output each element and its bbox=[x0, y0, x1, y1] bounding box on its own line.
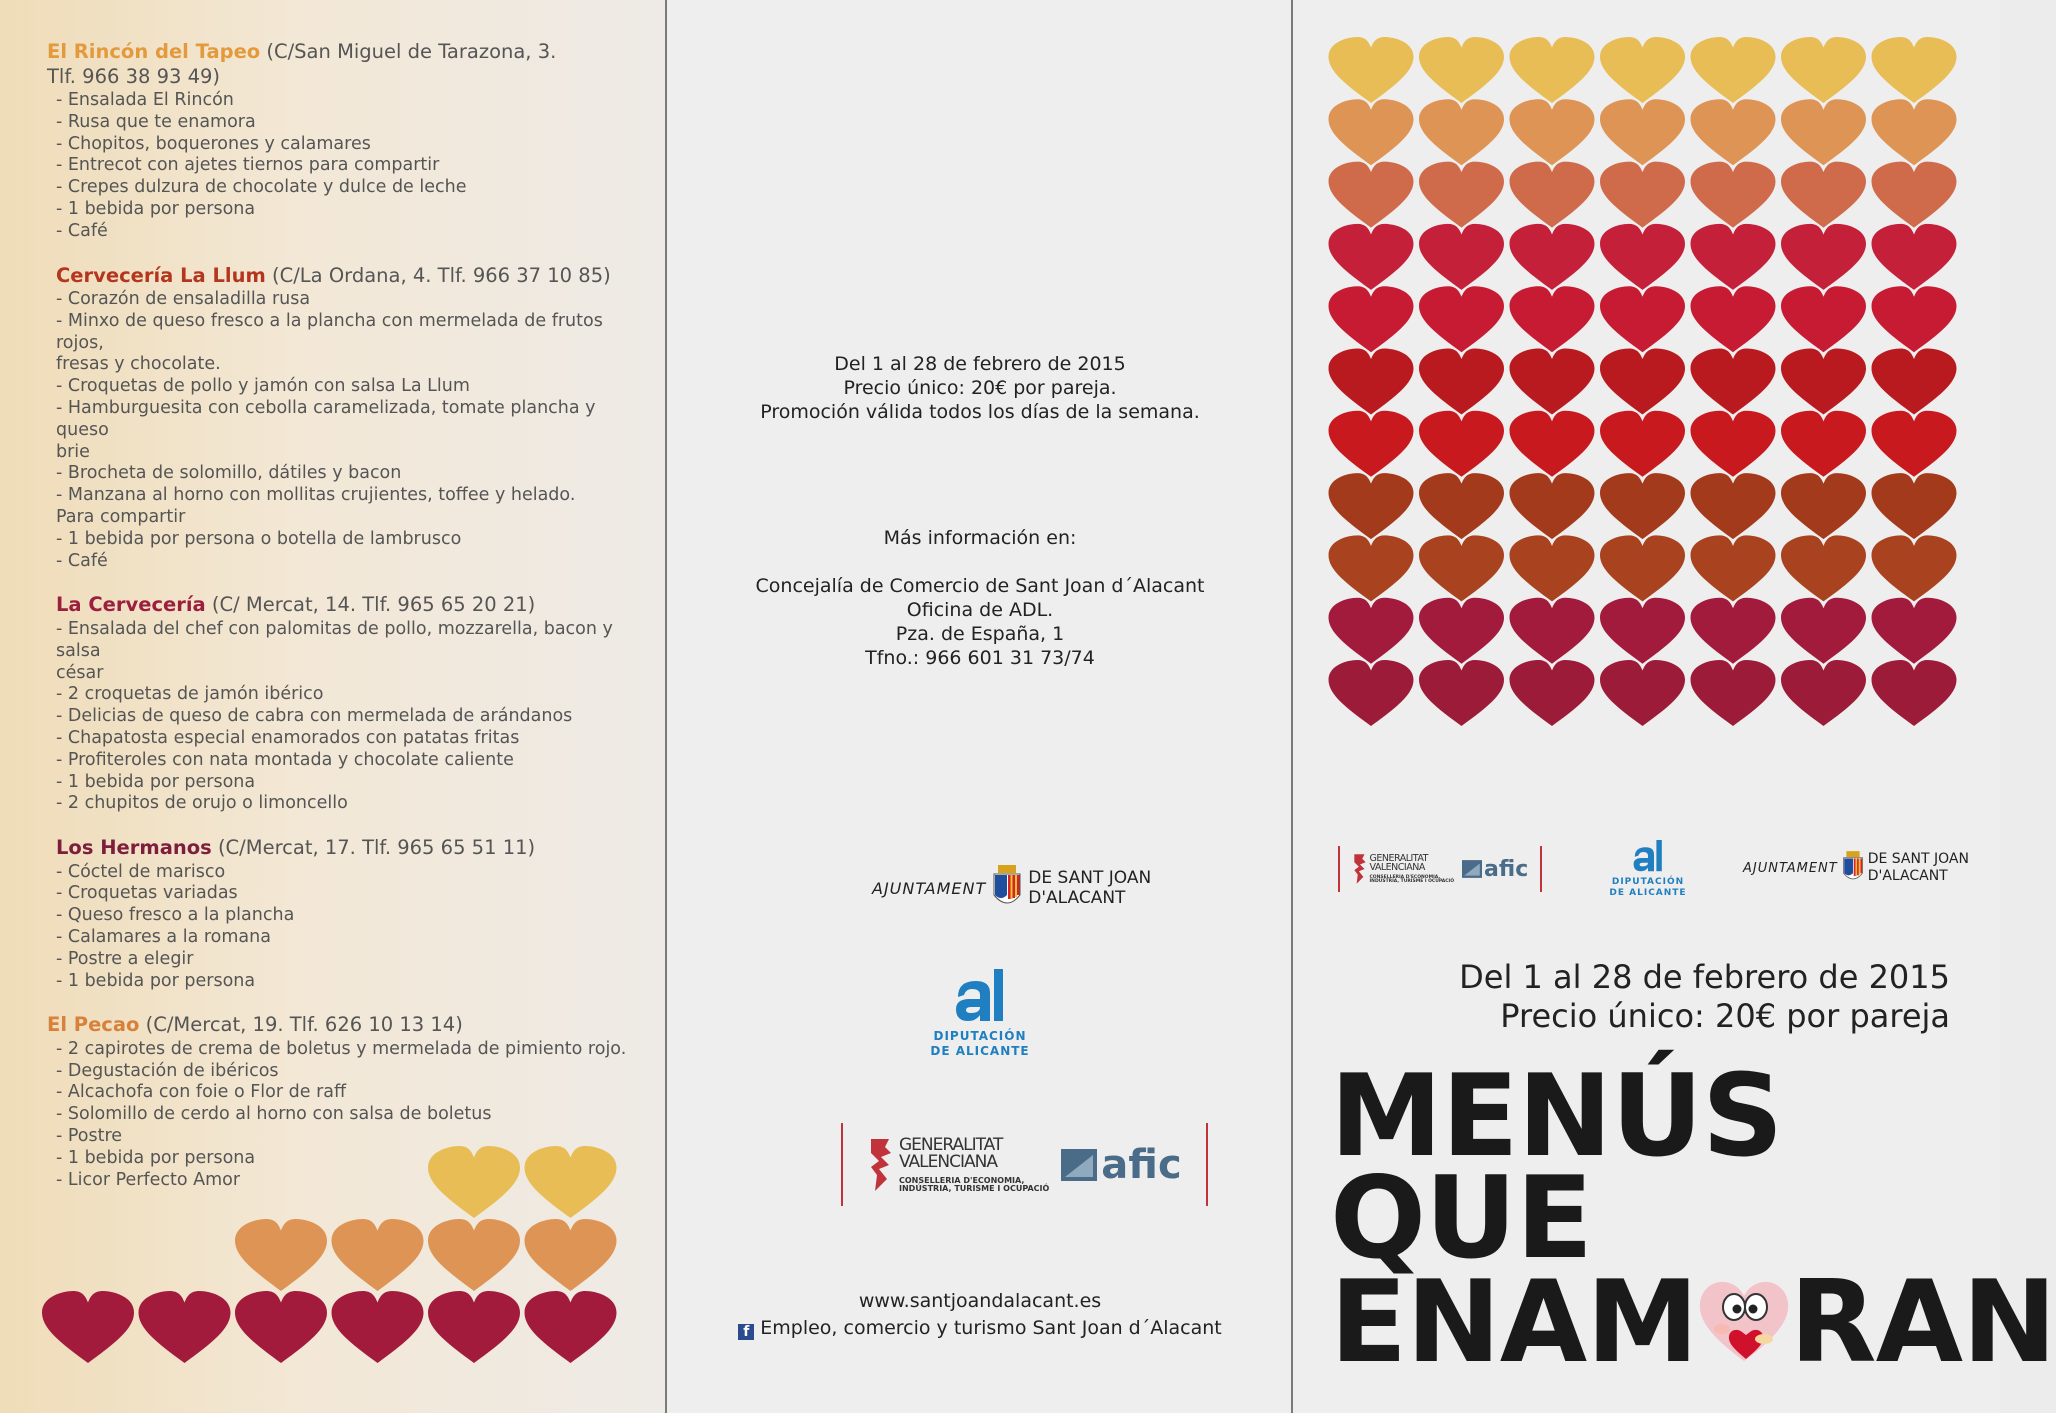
menu-item: - 2 croquetas de jamón ibérico bbox=[56, 684, 324, 705]
heart-shape bbox=[332, 1219, 424, 1291]
heart-shape bbox=[1691, 349, 1776, 415]
cover-date: Del 1 al 28 de febrero de 2015 bbox=[1459, 958, 1950, 996]
heart-grid-decoration bbox=[1293, 0, 2000, 800]
menu-item: - Chapatosta especial enamorados con patatas fritas bbox=[56, 727, 520, 748]
menu-item: - Profiteroles con nata montada y chocolate caliente bbox=[56, 749, 514, 770]
title-line-1: MENÚS bbox=[1330, 1050, 1783, 1182]
menu-item: - Ensalada del chef con palomitas de pollo, mozzarella, bacon y salsa bbox=[56, 618, 613, 661]
menu-item: - Hamburguesita con cebolla caramelizada, tomate plancha y queso bbox=[56, 398, 596, 440]
heart-shape bbox=[1419, 535, 1504, 601]
menu-item: - Croquetas variadas bbox=[56, 883, 238, 904]
heart-shape bbox=[1419, 473, 1504, 539]
menu-item: - Chopitos, boquerones y calamares bbox=[56, 133, 371, 154]
heart-shape bbox=[1329, 224, 1414, 290]
generalitat-afic-logo-small: GENERALITAT VALENCIANA CONSELLERIA D'ECONOMIA, INDÚSTRIA, TURISME I OCUPACIÓ afic bbox=[1338, 846, 1542, 892]
heart-shape bbox=[1600, 37, 1685, 103]
heart-shape bbox=[1600, 162, 1685, 228]
heart-shape bbox=[1510, 37, 1595, 103]
menu-item: - 1 bebida por persona bbox=[56, 1147, 256, 1168]
heart-shape bbox=[1600, 411, 1685, 477]
heart-shape bbox=[525, 1219, 617, 1291]
heart-shape bbox=[139, 1291, 231, 1363]
menu-item: - 1 bebida por persona bbox=[56, 771, 256, 792]
heart-shape bbox=[1781, 535, 1866, 601]
menu-item: - Calamares a la romana bbox=[56, 927, 271, 947]
heart-shape bbox=[235, 1291, 327, 1363]
menu-item: - Postre bbox=[56, 1126, 123, 1147]
heart-shape bbox=[1419, 411, 1504, 477]
heart-shape bbox=[1600, 535, 1685, 601]
heart-shape bbox=[428, 1146, 520, 1218]
heart-shape bbox=[428, 1219, 520, 1291]
restaurant-menu-list bbox=[47, 40, 637, 1212]
promo-info bbox=[667, 352, 1293, 424]
heart-shape bbox=[1510, 286, 1595, 352]
afic-icon bbox=[1061, 1149, 1097, 1181]
heart-shape bbox=[1510, 162, 1595, 228]
promo-validity: Promoción válida todos los días de la semana. bbox=[760, 401, 1200, 423]
facebook-link[interactable]: f Empleo, comercio y turismo Sant Joan d´Alacant bbox=[667, 1315, 1293, 1342]
heart-shape bbox=[1691, 473, 1776, 539]
heart-shape bbox=[1419, 99, 1504, 165]
heart-shape bbox=[1781, 162, 1866, 228]
heart-shape bbox=[1419, 349, 1504, 415]
restaurant-name: Cervecería La Llum bbox=[56, 263, 266, 287]
menu-item: - 1 bebida por persona bbox=[56, 970, 256, 991]
heart-shape bbox=[1872, 286, 1957, 352]
menu-item: - 2 chupitos de orujo o limoncello bbox=[56, 793, 348, 814]
heart-shape bbox=[1329, 37, 1414, 103]
menu-item: - Entrecot con ajetes tiernos para compartir bbox=[56, 155, 440, 176]
heart-shape bbox=[1600, 99, 1685, 165]
restaurant-name: El Rincón del Tapeo bbox=[47, 40, 261, 63]
restaurant-block bbox=[47, 593, 637, 815]
cover-title bbox=[1330, 1050, 2056, 1388]
heart-shape bbox=[1600, 224, 1685, 290]
menu-item: - Croquetas de pollo y jamón con salsa La Llum bbox=[56, 376, 470, 397]
heart-shape bbox=[1872, 37, 1957, 103]
heart-shape bbox=[1691, 162, 1776, 228]
heart-shape bbox=[1691, 99, 1776, 165]
heart-shape bbox=[1510, 473, 1595, 539]
heart-shape bbox=[1600, 660, 1685, 726]
restaurant-address: (C/Mercat, 17. Tlf. 965 65 51 11) bbox=[211, 836, 536, 860]
heart-shape bbox=[1329, 162, 1414, 228]
cover-date-price bbox=[1293, 958, 1950, 1036]
menu-item: - Delicias de queso de cabra con mermelada de arándanos bbox=[56, 706, 573, 727]
menu-item: fresas y chocolate. bbox=[56, 354, 221, 375]
menu-item: - Manzana al horno con mollitas crujientes, toffee y helado. bbox=[56, 485, 576, 506]
heart-shape bbox=[1872, 99, 1957, 165]
heart-shape bbox=[1510, 99, 1595, 165]
menu-item: - Cóctel de marisco bbox=[56, 861, 226, 882]
heart-shape bbox=[1781, 411, 1866, 477]
restaurant-name: La Cervecería bbox=[56, 593, 206, 617]
heart-shape bbox=[1691, 224, 1776, 290]
restaurant-name: El Pecao bbox=[47, 1013, 140, 1037]
contact-phone: Tfno.: 966 601 31 73/74 bbox=[865, 647, 1095, 669]
heart-shape bbox=[1329, 99, 1414, 165]
restaurant-block bbox=[47, 264, 637, 573]
heart-shape bbox=[525, 1146, 617, 1218]
heart-shape bbox=[1872, 473, 1957, 539]
generalitat-emblem-icon bbox=[867, 1135, 895, 1195]
menu-item: - Alcachofa con foie o Flor de raff bbox=[56, 1082, 347, 1103]
contact-info bbox=[667, 526, 1293, 670]
coat-of-arms-icon bbox=[992, 865, 1022, 911]
menu-item: brie bbox=[56, 441, 90, 462]
restaurant-address: (C/San Miguel de Tarazona, 3. bbox=[260, 40, 557, 63]
heart-shape bbox=[1510, 224, 1595, 290]
heart-shape bbox=[1510, 349, 1595, 415]
afic-icon bbox=[1462, 860, 1482, 878]
heart-shape bbox=[1691, 535, 1776, 601]
heart-shape bbox=[428, 1291, 520, 1363]
heart-shape bbox=[1600, 286, 1685, 352]
heart-shape bbox=[1872, 660, 1957, 726]
generalitat-emblem-icon bbox=[1352, 852, 1368, 886]
heart-shape bbox=[1691, 286, 1776, 352]
restaurant-address: (C/Mercat, 19. Tlf. 626 10 13 14) bbox=[139, 1013, 463, 1037]
heart-shape bbox=[1329, 473, 1414, 539]
heart-shape bbox=[1781, 473, 1866, 539]
title-line-3: ENAM RAN bbox=[1330, 1256, 2056, 1388]
menu-items bbox=[56, 619, 637, 815]
heart-shape bbox=[1510, 535, 1595, 601]
restaurant-header bbox=[47, 1013, 637, 1038]
heart-shape bbox=[1419, 162, 1504, 228]
heart-shape bbox=[1419, 660, 1504, 726]
heart-shape bbox=[1872, 535, 1957, 601]
restaurant-address-cont: Tlf. 966 38 93 49) bbox=[47, 64, 221, 88]
menu-item: - Corazón de ensaladilla rusa bbox=[56, 289, 311, 310]
promo-dates: Del 1 al 28 de febrero de 2015 bbox=[834, 353, 1126, 375]
heart-shape bbox=[1781, 37, 1866, 103]
menu-item: - Crepes dulzura de chocolate y dulce de leche bbox=[56, 177, 467, 198]
menu-item: - Minxo de queso fresco a la plancha con mermelada de frutos rojos, bbox=[56, 310, 603, 353]
title-line-2: QUE bbox=[1330, 1152, 1593, 1284]
menu-item: - Café bbox=[56, 550, 108, 571]
heart-shape bbox=[1329, 660, 1414, 726]
web-links bbox=[667, 1288, 1293, 1342]
heart-shape bbox=[1600, 349, 1685, 415]
heart-shape bbox=[1781, 224, 1866, 290]
heart-shape bbox=[1781, 349, 1866, 415]
heart-shape bbox=[1691, 660, 1776, 726]
restaurant-name: Los Hermanos bbox=[56, 836, 212, 860]
heart-shape bbox=[1872, 411, 1957, 477]
heart-shape bbox=[1329, 535, 1414, 601]
menu-item: Para compartir bbox=[56, 507, 186, 528]
menu-item: - Solomillo de cerdo al horno con salsa de boletus bbox=[56, 1104, 492, 1125]
heart-mascot-icon bbox=[1694, 1269, 1794, 1369]
heart-shape bbox=[1419, 224, 1504, 290]
heart-shape bbox=[1419, 37, 1504, 103]
heart-shape bbox=[1781, 99, 1866, 165]
contact-address: Pza. de España, 1 bbox=[895, 623, 1065, 645]
heart-shape bbox=[1872, 598, 1957, 664]
heart-shape bbox=[1872, 162, 1957, 228]
restaurant-header bbox=[56, 593, 637, 618]
contact-office: Oficina de ADL. bbox=[906, 599, 1054, 621]
heart-shape bbox=[1329, 286, 1414, 352]
ajuntament-logo: AJUNTAMENT DE SANT JOAN D'ALACANT bbox=[872, 865, 1151, 911]
heart-shape bbox=[525, 1291, 617, 1363]
diputacion-icon bbox=[950, 963, 1010, 1025]
heart-shape bbox=[1872, 224, 1957, 290]
menu-item: - 1 bebida por persona bbox=[56, 198, 256, 219]
menu-item: - Brocheta de solomillo, dátiles y bacon bbox=[56, 463, 402, 484]
heart-shape bbox=[1691, 37, 1776, 103]
heart-shape bbox=[1872, 349, 1957, 415]
menu-items bbox=[56, 862, 637, 993]
left-hearts-decoration bbox=[42, 1140, 642, 1370]
restaurant-block bbox=[47, 836, 637, 992]
left-panel bbox=[0, 0, 667, 1413]
heart-shape bbox=[1419, 286, 1504, 352]
coat-of-arms-icon bbox=[1842, 851, 1864, 885]
menu-item: - 2 capirotes de crema de boletus y mermelada de pimiento rojo. bbox=[56, 1038, 627, 1059]
restaurant-header bbox=[56, 264, 637, 289]
heart-shape bbox=[1781, 598, 1866, 664]
heart-shape bbox=[1419, 598, 1504, 664]
promo-price: Precio único: 20€ por pareja. bbox=[843, 377, 1117, 399]
heart-shape bbox=[1691, 598, 1776, 664]
menu-item: - Postre a elegir bbox=[56, 948, 194, 969]
heart-shape bbox=[235, 1219, 327, 1291]
heart-shape bbox=[1781, 286, 1866, 352]
more-info-label: Más información en: bbox=[883, 527, 1077, 549]
menu-item: - Licor Perfecto Amor bbox=[56, 1169, 241, 1190]
menu-item: - Ensalada El Rincón bbox=[56, 90, 234, 110]
cover-price: Precio único: 20€ por pareja bbox=[1500, 997, 1950, 1035]
menu-item: - Rusa que te enamora bbox=[56, 111, 256, 132]
facebook-icon: f bbox=[738, 1324, 754, 1340]
menu-items bbox=[56, 289, 637, 572]
restaurant-header bbox=[56, 836, 637, 861]
heart-shape bbox=[1329, 598, 1414, 664]
afic-logo: afic bbox=[1462, 857, 1528, 882]
diputacion-logo: DIPUTACIÓN DE ALICANTE bbox=[667, 963, 1293, 1059]
heart-shape bbox=[1510, 411, 1595, 477]
afic-logo: afic bbox=[1061, 1142, 1181, 1188]
diputacion-icon bbox=[1630, 836, 1666, 874]
heart-shape bbox=[42, 1291, 134, 1363]
menu-item: - Degustación de ibéricos bbox=[56, 1060, 279, 1081]
ajuntament-logo-small: AJUNTAMENT DE SANT JOAN D'ALACANT bbox=[1743, 851, 1969, 884]
heart-shape bbox=[1510, 660, 1595, 726]
restaurant-block bbox=[47, 40, 637, 243]
restaurant-address: (C/ Mercat, 14. Tlf. 965 65 20 21) bbox=[205, 593, 536, 617]
website-link[interactable]: www.santjoandalacant.es bbox=[858, 1290, 1102, 1312]
menu-item: césar bbox=[56, 662, 104, 683]
restaurant-address: (C/La Ordana, 4. Tlf. 966 37 10 85) bbox=[265, 263, 611, 287]
generalitat-afic-logo: GENERALITAT VALENCIANA CONSELLERIA D'ECONOMIA, INDÚSTRIA, TURISME I OCUPACIÓ afic bbox=[841, 1123, 1208, 1206]
heart-shape bbox=[1510, 598, 1595, 664]
contact-dept: Concejalía de Comercio de Sant Joan d´Alacant bbox=[755, 575, 1205, 597]
heart-shape bbox=[1600, 598, 1685, 664]
menu-items bbox=[47, 90, 637, 243]
heart-shape bbox=[332, 1291, 424, 1363]
heart-shape bbox=[1781, 660, 1866, 726]
heart-shape bbox=[1329, 411, 1414, 477]
heart-shape bbox=[1600, 473, 1685, 539]
menu-item: - 1 bebida por persona o botella de lambrusco bbox=[56, 528, 462, 549]
restaurant-header bbox=[47, 40, 637, 65]
menu-item: - Queso fresco a la plancha bbox=[56, 905, 295, 926]
heart-shape bbox=[1691, 411, 1776, 477]
heart-shape bbox=[1329, 349, 1414, 415]
menu-item: - Café bbox=[56, 220, 108, 241]
diputacion-logo-small: DIPUTACIÓN DE ALICANTE bbox=[1603, 836, 1693, 899]
middle-panel bbox=[667, 0, 1293, 1413]
